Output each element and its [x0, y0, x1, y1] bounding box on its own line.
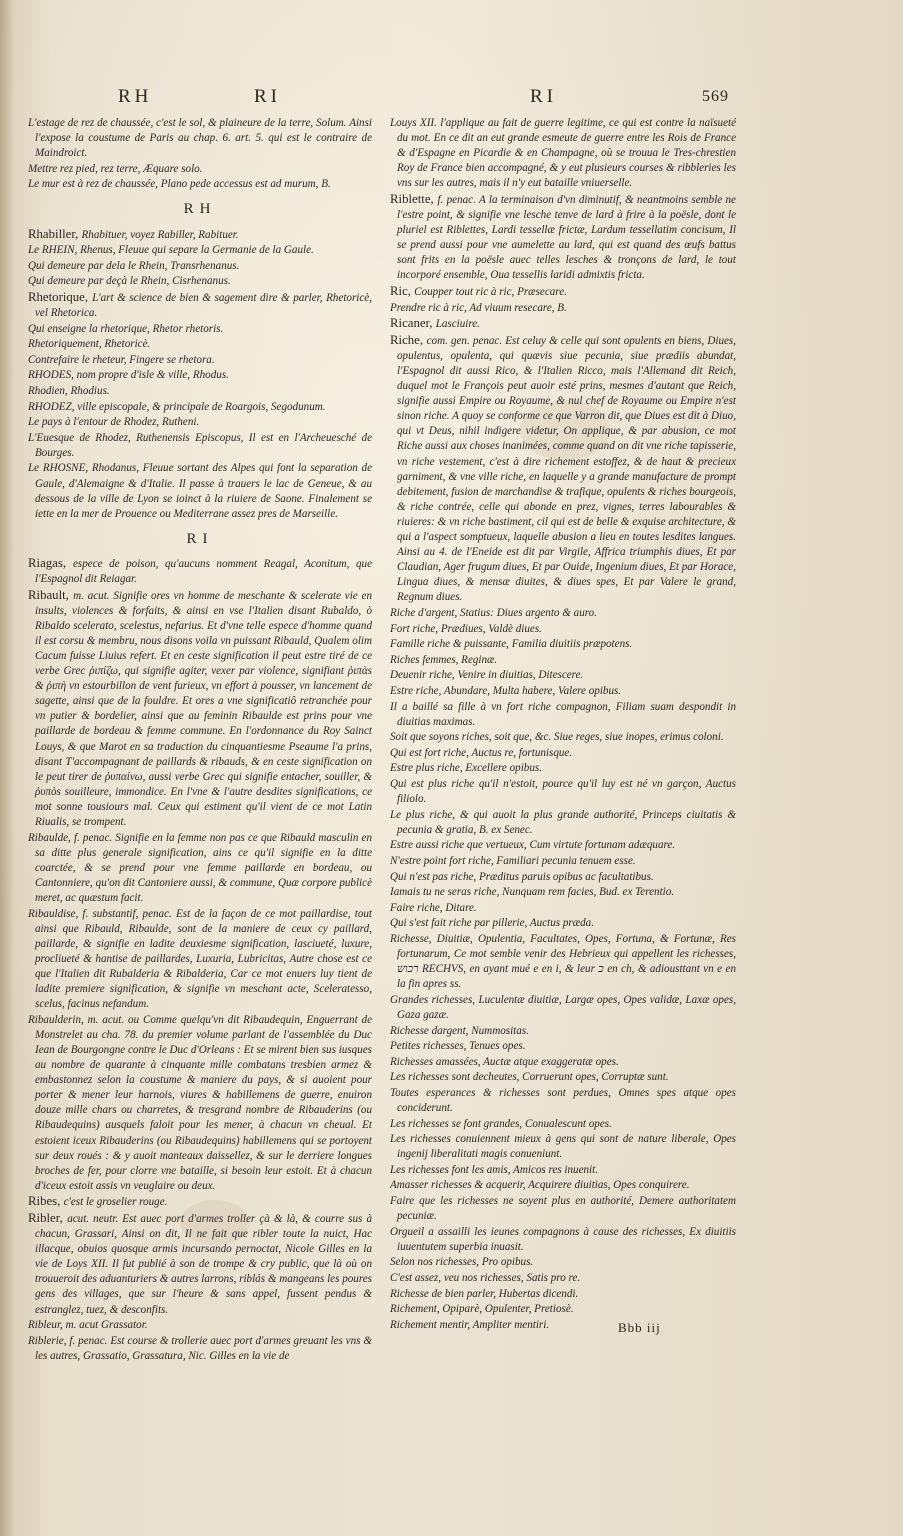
entry-headword: Riblette, — [390, 191, 438, 206]
dictionary-entry — [390, 854, 736, 869]
entry-definition: RHODEZ, ville episcopale, & principale de Roargois, Segodunum. — [28, 400, 326, 413]
entry-definition: Amasser richesses & acquerir, Acquirere diuitias, Opes conquirere. — [390, 1179, 690, 1192]
entry-definition: Ribaulde, f. penac. Signifie en la femme non pas ce que Ribauld masculin en sa ditte plus generale signification, ains ce qu'il signifie en la ditte coarctée, & se prend pour vne femme paillarde en bordeau, ou Cantonniere, qu'on dit Cantoniere aussi, & commune, Quæ corpore publicè meret, ac quæstum facit. — [28, 831, 372, 904]
dictionary-entry — [390, 606, 736, 621]
entry-definition: Mettre rez pied, rez terre, Æquare solo. — [28, 162, 203, 175]
entry-definition: Les richesses se font grandes, Conualescunt opes. — [390, 1117, 612, 1130]
entry-definition: L'art & science de bien & sagement dire & parler, Rhetoricè, vel Rhetorica. — [35, 291, 372, 320]
entry-definition: Faire que les richesses ne soyent plus en authorité, Demere authoritatem pecuniæ. — [390, 1195, 736, 1223]
entry-definition: Riches femmes, Reginæ. — [390, 653, 498, 666]
running-head-center: RI — [254, 86, 281, 107]
left-column — [28, 116, 372, 1371]
entry-definition: Les richesses font les amis, Amicos res inuenit. — [390, 1163, 598, 1176]
entry-definition: Contrefaire le rheteur, Fingere se rhetora. — [28, 353, 215, 366]
entry-definition: m. acut. Signifie ores vn homme de meschante & scelerate vie en insults, violences & forfaits, & ainsi en vse l'Italien disant Rubaldo, ò Ribaldo scelerato, scelestus, nefarius. Et d'vne telle espece d'homme quand il est corsu & membru, nous disons voila vn puissant Ribauld, Qualem olim Cacum fuisse Liuius refert. Et en ceste signification il peut estre tiré de ce verbe Grec ῥιπίζω, qui signifie agiter, vexer par violence, signifiant ῥιπὰs & ῥιπὴ vn estourbillon de vent furieux, vn effort à pousser, vn lancement de sagette, ainsi que de la fouldre. Et ores a vne significatiô retranchée pour vn putier & bordelier, ainsi que au feminin Ribaulde est prins pour vne paillarde de bordeau & femme commune. En l'ordonnance du Roy Sainct Louys, & que Marot en sa traduction du cinquantiesme Pseaume l'a prins, disant T'accompagnant de paillards & ribauds, & en ceste signification on le peut tirer de ῥυπαίνω, aussi verbe Grec qui signifie entacher, souiller, & ῥυπὸs souilleure, immondice. En l'vne & l'autre desdites significations, ce mot sonne tousiours mal. Ceux qui estiment qu'il vient de ce mot Latin Riualis, se trompent. — [35, 589, 372, 829]
entry-definition: Qui demeure par deçà le Rhein, Cisrhenanus. — [28, 275, 231, 288]
dictionary-entry — [390, 746, 736, 761]
entry-definition: Deuenir riche, Venire in diuitias, Ditescere. — [390, 669, 584, 682]
entry-definition: Rhodien, Rhodius. — [28, 385, 110, 397]
entry-headword: Riche, — [390, 332, 427, 347]
running-head — [0, 86, 903, 114]
entry-definition: Coupper tout ric à ric, Præsecare. — [414, 286, 567, 299]
dictionary-entry — [390, 1287, 736, 1302]
dictionary-entry — [28, 353, 372, 368]
entry-definition: Richesse dargent, Nummositas. — [390, 1024, 529, 1037]
dictionary-entry — [390, 1055, 736, 1070]
dictionary-entry — [390, 333, 736, 606]
dictionary-entry — [390, 932, 736, 992]
dictionary-entry — [28, 1013, 372, 1194]
page-number: 569 — [702, 88, 729, 105]
entry-definition: com. gen. penac. Est celuy & celle qui sont opulents en biens, Diues, opulentus, opulenta, qui quævis siue pecunia, siue prædiis abundat, l'Espagnol dit aussi Rico, & l'Italien Ricco, mais l'Allemand dit Reich, duquel mot le François peut auoir esté prins, mesmes d'autant que Reich, signifie aussi Empire ou Royaume, & nul chef de Royaume ou Empire n'est sinon riche. A quoy se conforme ce que Varron dit, que Diues est dit à Diuo, qui vt Deus, nihil indigere videtur, On applique, & par abusion, ce mot Riche aussi aux choses inanimées, comme quand on dit vne riche tapisserie, vn riche vestement, c'est à dire richement estoffez, & de haut & precieux garniment, & vne ville riche, en laquelle y a grande manufacture de prompt debitement, fusion de marchandise & trafique, opulents & riches bourgeois, & riche contrée, celle qui abonde en prez, vignes, terres labourables & riuieres: & vn riche bastiment, cil qui est de belle & exquise architecture, & qui a l'aspect somptueux, laquelle abusion a lieu en toutes lesdites langues. Ainsi au 4. de l'Eneide est dit par Virgile, Affrica triumphis diues, Et par Claudian, Ager frugum diues, Et par Ouide, Ingenium diues, Et par Horace, Lingua diues, & mensæ diuites, & diues spes, Et par Valere le grand, Regnum diues. — [397, 334, 736, 604]
entry-definition: Le mur est à rez de chaussée, Plano pede accessus est ad murum, B. — [28, 178, 331, 191]
dictionary-entry — [390, 1302, 736, 1317]
dictionary-entry — [390, 1163, 736, 1178]
entry-headword: Ricaner, — [390, 316, 436, 331]
dictionary-entry — [28, 1211, 372, 1318]
entry-headword: Ribler, — [28, 1210, 68, 1225]
dictionary-entry — [28, 831, 372, 906]
entry-definition: Qui est plus riche qu'il n'estoit, pource qu'il luy est né vn garçon, Auctus filiolo. — [390, 778, 736, 806]
dictionary-entry — [28, 274, 372, 289]
dictionary-entry — [28, 384, 372, 399]
dictionary-entry — [28, 177, 372, 192]
dictionary-entry — [390, 1255, 736, 1270]
entry-definition: Rhetoriquement, Rhetoricè. — [28, 338, 151, 351]
entry-definition: Selon nos richesses, Pro opibus. — [390, 1256, 534, 1269]
entry-definition: Les richesses conuiennent mieux à gens qui sont de nature liberale, Opes ingenij liberalitati magis conueniunt. — [390, 1133, 736, 1161]
entry-definition: Ribleur, m. acut Grassator. — [28, 1319, 148, 1332]
entry-definition: N'estre point fort riche, Familiari pecunia tenuem esse. — [390, 855, 636, 867]
dictionary-entry — [390, 730, 736, 745]
section-heading: RI — [186, 530, 214, 547]
dictionary-entry — [390, 622, 736, 637]
entry-definition: Les richesses sont decheutes, Corruerunt opes, Corruptæ sunt. — [390, 1071, 669, 1084]
dictionary-entry — [390, 668, 736, 683]
dictionary-entry — [28, 431, 372, 461]
entry-definition: Louys XII. l'applique au fait de guerre legitime, ce qui est contre la naïsueté du mot. En ce dit an eut grande esmeute de guerre entre les Rois de France & d'Espagne en Picardie & en Champagne, où se trouua le Tres-chrestien Roy de France bien accompagné, & y eut plusieurs courses & ribbleries les vns sur les autres, mais il n'y eut bataille vniuerselle. — [390, 117, 736, 190]
dictionary-entry — [390, 1070, 736, 1085]
entry-definition: Riblerie, f. penac. Est course & trollerie auec port d'armes greuant les vns & les autres, Grassatio, Grassatura, Nic. Gilles en la vie de — [28, 1334, 372, 1362]
section-heading: RH — [183, 201, 217, 218]
dictionary-entry — [390, 885, 736, 900]
dictionary-entry — [390, 684, 736, 699]
dictionary-entry — [390, 993, 736, 1023]
dictionary-entry — [390, 1086, 736, 1116]
dictionary-entry — [28, 259, 372, 274]
dictionary-entry — [390, 1117, 736, 1132]
dictionary-entry — [390, 316, 736, 332]
entry-headword: Ribault, — [28, 587, 74, 602]
entry-definition: Qui est fort riche, Auctus re, fortunisque. — [390, 746, 573, 759]
dictionary-entry — [390, 637, 736, 652]
entry-definition: Richesse, Diuitiæ, Opulentia, Facultates, Opes, Fortuna, & Fortunæ, Res fortunarum, Ce mot semble venir des Hebrieux qui appellent les richesses, רכוש RECHVS, en ayant mué e en i, & leur כ en ch, & adiousttant vn e en la fin apres ss. — [390, 932, 736, 991]
entry-definition: f. penac. A la terminaison d'vn diminutif, & neantmoins semble ne l'estre point, & signifie vne lesche tenve de lard à frire à la poësle, dont le pluriel est Riblettes, Lardi tessellæ frictæ, Lardum tessellatim concisum, Il se prend aussi pour vne aumelette au lard, qui est quand des œufs battus sont frits en la poësle auec telles lesches & tronçons de lard, le tout incorporé ensemble, Oua tessellis laridi admixtis fricta. — [397, 193, 736, 282]
entry-headword: Rhabiller, — [28, 226, 82, 241]
entry-definition: Qui s'est fait riche par pillerie, Auctus præda. — [390, 917, 595, 930]
entry-definition: Grandes richesses, Luculentæ diuitiæ, Largæ opes, Opes validæ, Laxæ opes, Gaza gazæ. — [390, 993, 736, 1021]
entry-definition: RHODES, nom propre d'isle & ville, Rhodus. — [28, 369, 229, 382]
entry-definition: Richement, Opiparè, Opulenter, Pretiosè. — [390, 1303, 574, 1316]
entry-definition: Le pays à l'entour de Rhodez, Rutheni. — [28, 416, 200, 429]
dictionary-entry — [390, 808, 736, 838]
dictionary-entry — [390, 1194, 736, 1224]
entry-definition: Richesse de bien parler, Hubertas dicendi. — [390, 1287, 579, 1300]
binding-gutter — [0, 0, 14, 1536]
entry-headword: Riagas, — [28, 555, 73, 570]
dictionary-entry — [390, 1039, 736, 1054]
dictionary-entry — [28, 461, 372, 521]
entry-definition: Famille riche & puissante, Familia diuitiis præpotens. — [390, 638, 633, 651]
dictionary-entry — [390, 1225, 736, 1255]
entry-definition: Orgueil a assailli les ieunes compagnons à cause des richesses, Ex diuitiis iuuentutem superbia inuasit. — [390, 1225, 736, 1253]
entry-definition: Fort riche, Prædiues, Valdè diues. — [390, 622, 542, 635]
entry-definition: Petites richesses, Tenues opes. — [390, 1040, 526, 1053]
dictionary-entry — [390, 284, 736, 300]
dictionary-entry — [28, 1318, 372, 1333]
signature-mark: Bbb iij — [618, 1320, 661, 1335]
entry-definition: Estre plus riche, Excellere opibus. — [390, 762, 542, 775]
dictionary-entry — [390, 1024, 736, 1039]
entry-definition: Riche d'argent, Statius: Diues argento & auro. — [390, 607, 597, 619]
dictionary-entry — [28, 227, 372, 243]
entry-definition: Iamais tu ne seras riche, Nunquam rem facies, Bud. ex Terentio. — [390, 886, 675, 899]
dictionary-entry — [28, 243, 372, 258]
entry-definition: Prendre ric à ric, Ad viuum resecare, B. — [390, 301, 567, 314]
entry-definition: C'est assez, veu nos richesses, Satis pro re. — [390, 1272, 581, 1285]
entry-headword: Ric, — [390, 284, 415, 299]
entry-definition: Ribauldise, f. substantif, penac. Est de la façon de ce mot paillardise, tout ainsi que Ribauld, Ribaulde, sont de la maniere de ceux cy paillard, paillarde, & signifie en ladite deuxiesme signification, lasciueté, luxure, procliueté & hantise de paillardes, Luxuria, Lubricitas, Autre chose est ce que l'Italien dit Rubalderia & Ribalderia, Car ce mot enuers luy tient de ladite premiere signification, & signifie vn meschant acte, Sceleratesso, scelus, facinus nefandum. — [28, 907, 372, 1011]
dictionary-entry — [28, 337, 372, 352]
dictionary-entry — [390, 901, 736, 916]
dictionary-entry — [28, 116, 372, 161]
entry-headword: Ribes, — [28, 1194, 64, 1209]
running-head-left: RH — [118, 86, 153, 107]
entry-definition: L'Euesque de Rhodez, Ruthenensis Episcopus, Il est en l'Archeuesché de Bourges. — [28, 431, 372, 459]
entry-definition: Le RHEIN, Rhenus, Fleuue qui separe la Germanie de la Gaule. — [28, 244, 314, 257]
dictionary-entry — [28, 1194, 372, 1210]
entry-definition: Lasciuire. — [435, 318, 480, 331]
dictionary-entry — [390, 700, 736, 730]
right-column — [390, 116, 736, 1331]
entry-definition: acut. neutr. Est auec port d'armes troller çà & là, & courre sus à chacun, Grassari, Ainsi on dit, Il ne fait que ribler toute la nuict, Hac illacque, obuios quosque armis incursando pernoctat, Nicole Gilles en la vie de Loys XII. Il fut publié à son de trompe & cry public, que là où on trouueroit des aduanturiers & autres larrons, riblás & mangeans les poures gens des villages, que sur l'heure & sans appel, fussent pendus & estranglez, tuez, & desconfits. — [35, 1212, 372, 1316]
entry-definition: Estre riche, Abundare, Multa habere, Valere opibus. — [390, 684, 622, 697]
dictionary-entry — [390, 1178, 736, 1193]
entry-definition: Il a baillé sa fille à vn fort riche compagnon, Filiam suam despondit in diuitias maximas. — [390, 700, 736, 728]
entry-definition: Qui enseigne la rhetorique, Rhetor rhetoris. — [28, 322, 224, 335]
entry-definition: Ribaulderin, m. acut. ou Comme quelqu'vn dit Ribaudequin, Enguerrant de Monstrelet au cha. 78. du premier volume parlant de l'assemblée du Duc Iean de Bourgongne contre le Duc d'Orleans : Et se mirent bien sus iusques au nombre de quarante à cinquante mille combatans tresbien armez & embastonnez selon la coustume & maniere du pays, & si auoient pour porter & mener leur harnois, viures & habillemens de guerre, enuiron douze mille chars ou charretes, & tresgrand nombre de Ribauderins (ou Ribaudequins) ausquels faloit pour les mener, à chacun vn cheual. Et estoient iceux Ribauderins (ou Ribaudequins) habillemens qui se portoyent sur deux roués : & y auoit manteaux daissellez, & sur le derriere longues broches de fer, pour clorre vne bataille, si besoin leur estoit. Et à chacun d'iceux estoit assis vn veuglaire ou deux. — [28, 1013, 372, 1192]
dictionary-entry — [28, 1334, 372, 1364]
entry-definition: Estre aussi riche que vertueux, Cum virtute fortunam adæquare. — [390, 839, 676, 852]
dictionary-entry — [390, 777, 736, 807]
entry-definition: Toutes esperances & richesses sont perdues, Omnes spes atque opes conciderunt. — [390, 1086, 736, 1114]
dictionary-entry — [28, 907, 372, 1013]
entry-headword: Rhetorique, — [28, 289, 93, 304]
dictionary-entry — [390, 838, 736, 853]
entry-definition: Richement mentir, Ampliter mentiri. — [390, 1318, 550, 1331]
entry-definition: Rhabituer, voyez Rabiller, Rabituer. — [81, 228, 239, 241]
dictionary-entry — [390, 1318, 736, 1331]
entry-definition: Faire riche, Ditare. — [390, 901, 477, 914]
entry-definition: Qui demeure par dela le Rhein, Transrhenanus. — [28, 259, 240, 272]
dictionary-entry — [28, 588, 372, 831]
dictionary-entry — [28, 322, 372, 337]
dictionary-entry — [28, 400, 372, 415]
dictionary-entry — [390, 761, 736, 776]
dictionary-entry — [28, 368, 372, 383]
dictionary-entry — [28, 162, 372, 177]
entry-definition: Richesses amassées, Auctæ atque exaggeratæ opes. — [390, 1055, 619, 1068]
entry-definition: c'est le groselier rouge. — [63, 1196, 168, 1209]
dictionary-entry — [390, 192, 736, 284]
entry-definition: L'estage de rez de chaussée, c'est le sol, & plaineure de la terre, Solum. Ainsi l'expose la coustume de Paris au chap. 6. art. 5. qui est le contraire de Maindroict. — [28, 117, 372, 160]
dictionary-entry — [390, 916, 736, 931]
dictionary-entry — [28, 556, 372, 587]
running-head-right: RI — [530, 86, 557, 107]
entry-definition: Qui n'est pas riche, Præditus paruis opibus ac facultatibus. — [390, 870, 654, 883]
dictionary-entry — [390, 1271, 736, 1286]
dictionary-entry — [390, 1132, 736, 1162]
entry-definition: espece de poison, qu'aucuns nomment Reagal, Aconitum, que l'Espagnol dit Reiagar. — [35, 557, 372, 586]
dictionary-entry — [28, 415, 372, 430]
dictionary-entry — [390, 301, 736, 316]
dictionary-entry — [390, 116, 736, 191]
entry-definition: Soit que soyons riches, soit que, &c. Siue reges, siue inopes, erimus coloni. — [390, 731, 724, 744]
dictionary-entry — [390, 653, 736, 668]
entry-definition: Le RHOSNE, Rhodanus, Fleuue sortant des Alpes qui font la separation de Gaule, d'Alemaigne & d'Italie. Il passe à trauers le lac de Geneue, & au dessous de la ville de Lyon se ioinct à la riuiere de Saone. Finalement se iette en la mer de Prouence ou Mediterrane assez pres de Marseille. — [28, 462, 372, 520]
entry-definition: Le plus riche, & qui auoit la plus grande authorité, Princeps ciuitatis & pecunia & gratia, B. ex Senec. — [390, 808, 736, 836]
dictionary-entry — [28, 290, 372, 321]
dictionary-entry — [390, 870, 736, 885]
